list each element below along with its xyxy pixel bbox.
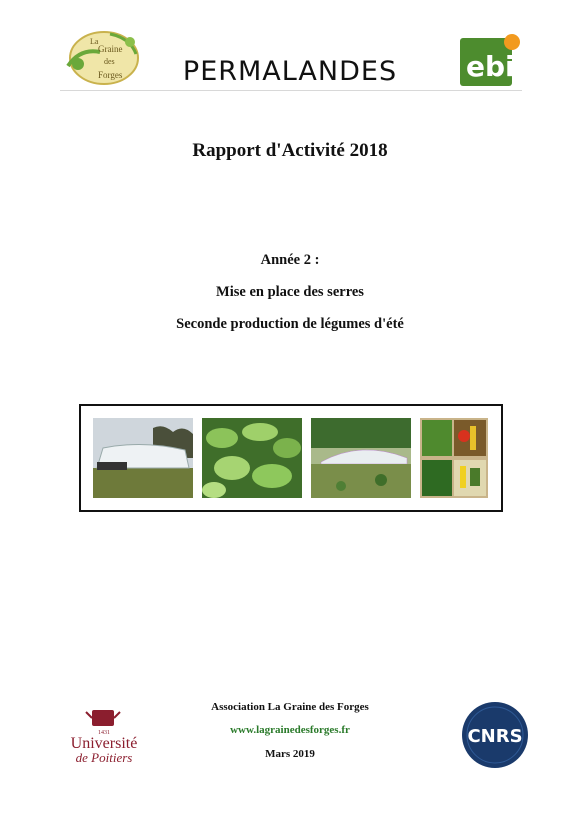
cnrs-logo-icon (460, 700, 530, 770)
report-title: Rapport d'Activité 2018 (192, 140, 388, 161)
photo-greenhouse (93, 418, 193, 498)
university-city: de Poitiers (75, 750, 133, 765)
ebi-logo (458, 32, 522, 88)
university-year: 1431 (98, 730, 110, 736)
website-link[interactable]: www.lagrainedesforges.fr (230, 724, 350, 736)
photo-strip (79, 404, 503, 512)
cnrs-logo (460, 700, 530, 770)
graine-logo-text-1: La (90, 37, 99, 46)
photo-vegetables (420, 418, 488, 498)
university-name: Université (70, 735, 138, 752)
report-date: Mars 2019 (265, 748, 315, 760)
ebi-logo-text: ebi (466, 50, 515, 83)
graine-logo-text-4: Forges (98, 70, 123, 80)
report-subtitle-1: Mise en place des serres (216, 284, 364, 300)
association-name: Association La Graine des Forges (211, 701, 369, 713)
report-subtitle-2: Seconde production de légumes d'été (176, 316, 404, 332)
graine-logo-text-2: Graine (98, 44, 123, 54)
ebi-logo-icon (458, 32, 522, 88)
photo-field-tunnel (311, 418, 411, 498)
project-title: PERMALANDES (182, 56, 398, 87)
report-year: Année 2 : (260, 252, 320, 268)
cnrs-logo-text: CNRS (467, 726, 523, 747)
graine-logo-text-3: des (104, 57, 115, 66)
photo-seedlings (202, 418, 302, 498)
header-divider (60, 90, 522, 91)
